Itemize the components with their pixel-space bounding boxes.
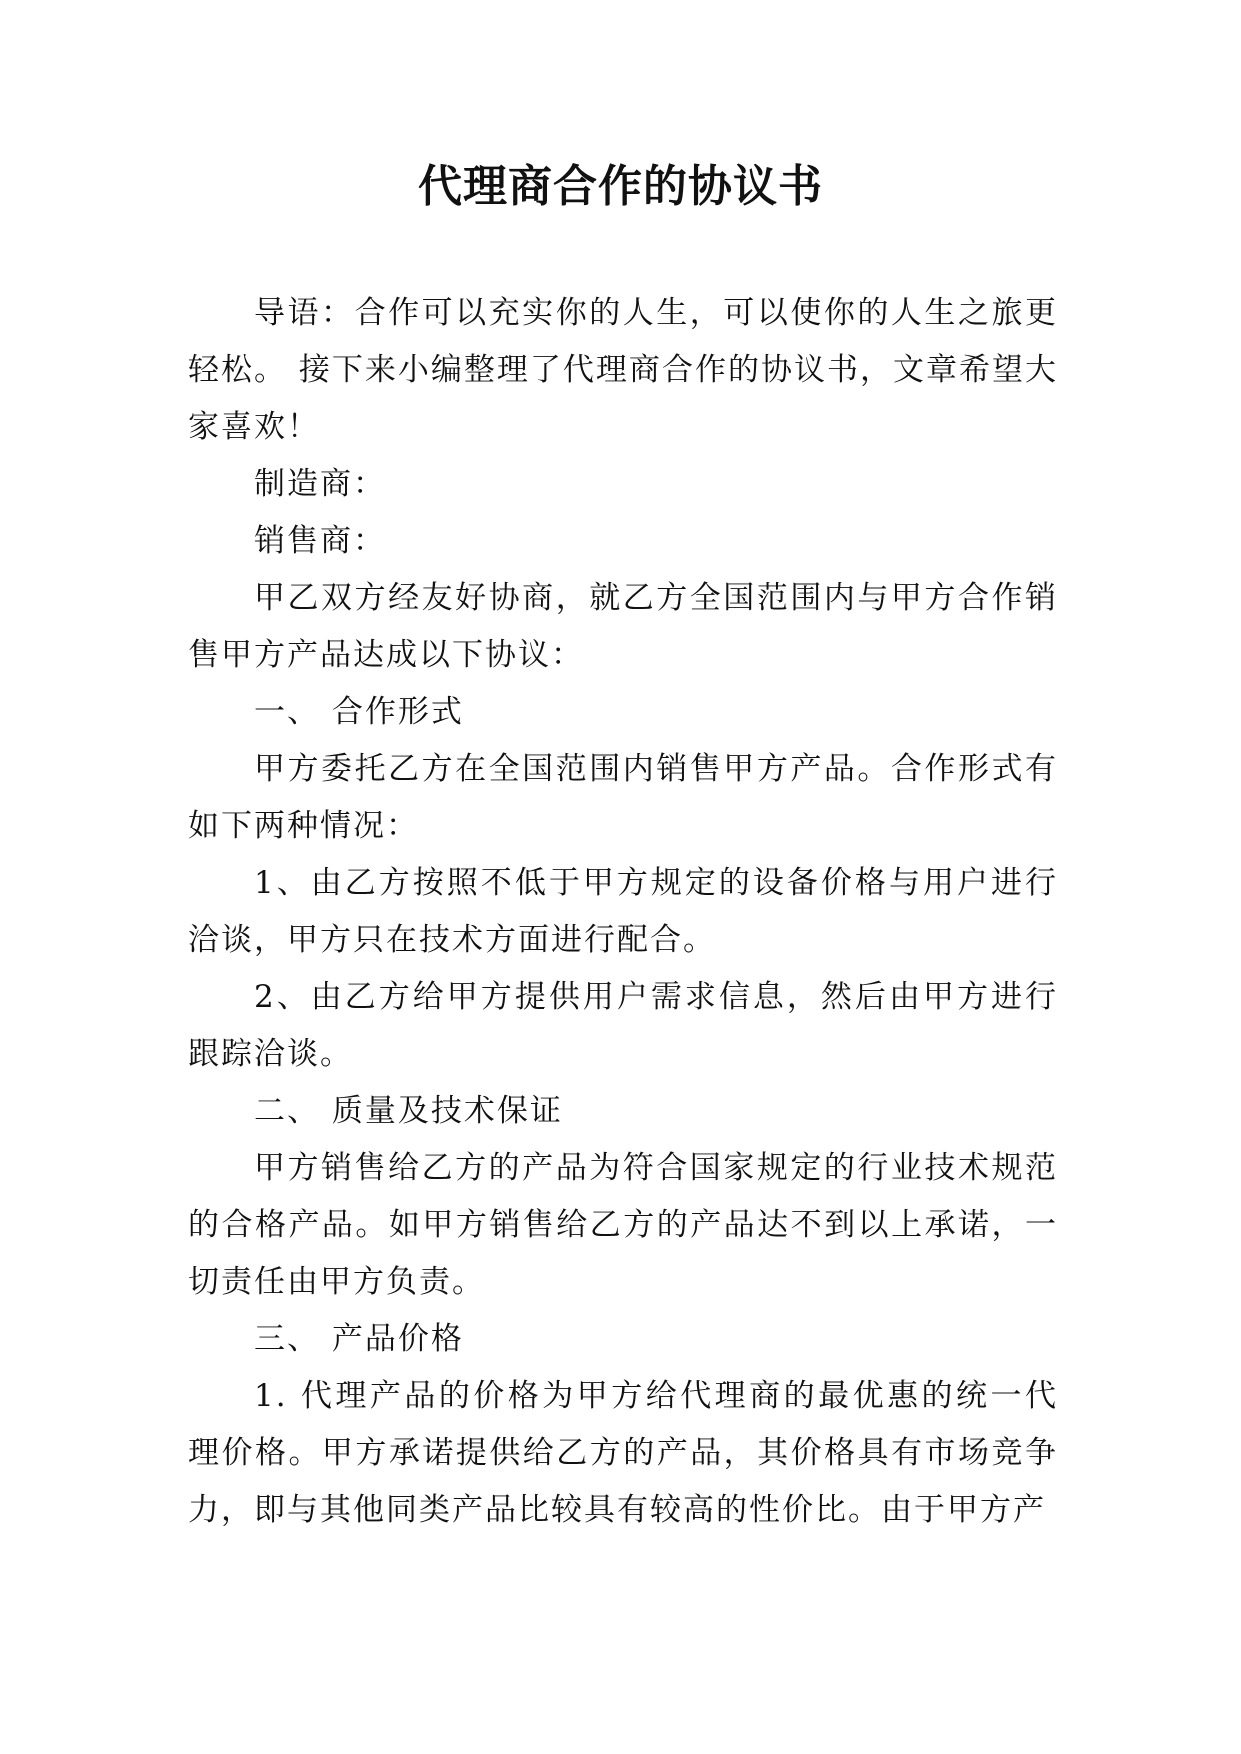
paragraph-seller: 销售商： xyxy=(254,523,386,559)
section-heading-price: 三、 产品价格 xyxy=(254,1321,464,1357)
section-heading-quality: 二、 质量及技术保证 xyxy=(254,1093,563,1129)
paragraph-price-item-1: 1. 代理产品的价格为甲方给代理商的最优惠的统一代理价格。甲方承诺提供给乙方的产品，其价格具有市场竞争力，即与其他同类产品比较具有较高的性价比。由于甲方产 xyxy=(188,1378,1058,1528)
document-body xyxy=(188,285,1058,1539)
paragraph-quality: 甲方销售给乙方的产品为符合国家规定的行业技术规范的合格产品。如甲方销售给乙方的产品达不到以上承诺，一切责任由甲方负责。 xyxy=(188,1150,1058,1300)
paragraph-intro: 导语：合作可以充实你的人生，可以使你的人生之旅更轻松。 接下来小编整理了代理商合作的协议书，文章希望大家喜欢！ xyxy=(188,295,1058,445)
paragraph-manufacturer: 制造商： xyxy=(254,466,386,502)
paragraph-cooperation-item-1: 1、由乙方按照不低于甲方规定的设备价格与用户进行洽谈，甲方只在技术方面进行配合。 xyxy=(188,865,1058,958)
section-heading-cooperation: 一、 合作形式 xyxy=(254,694,464,730)
paragraph-agreement-preamble: 甲乙双方经友好协商，就乙方全国范围内与甲方合作销售甲方产品达成以下协议： xyxy=(188,580,1058,673)
paragraph-cooperation-item-2: 2、由乙方给甲方提供用户需求信息，然后由甲方进行跟踪洽谈。 xyxy=(188,979,1058,1072)
paragraph-cooperation: 甲方委托乙方在全国范围内销售甲方产品。合作形式有如下两种情况： xyxy=(188,751,1058,844)
document-title: 代理商合作的协议书 xyxy=(418,161,823,212)
